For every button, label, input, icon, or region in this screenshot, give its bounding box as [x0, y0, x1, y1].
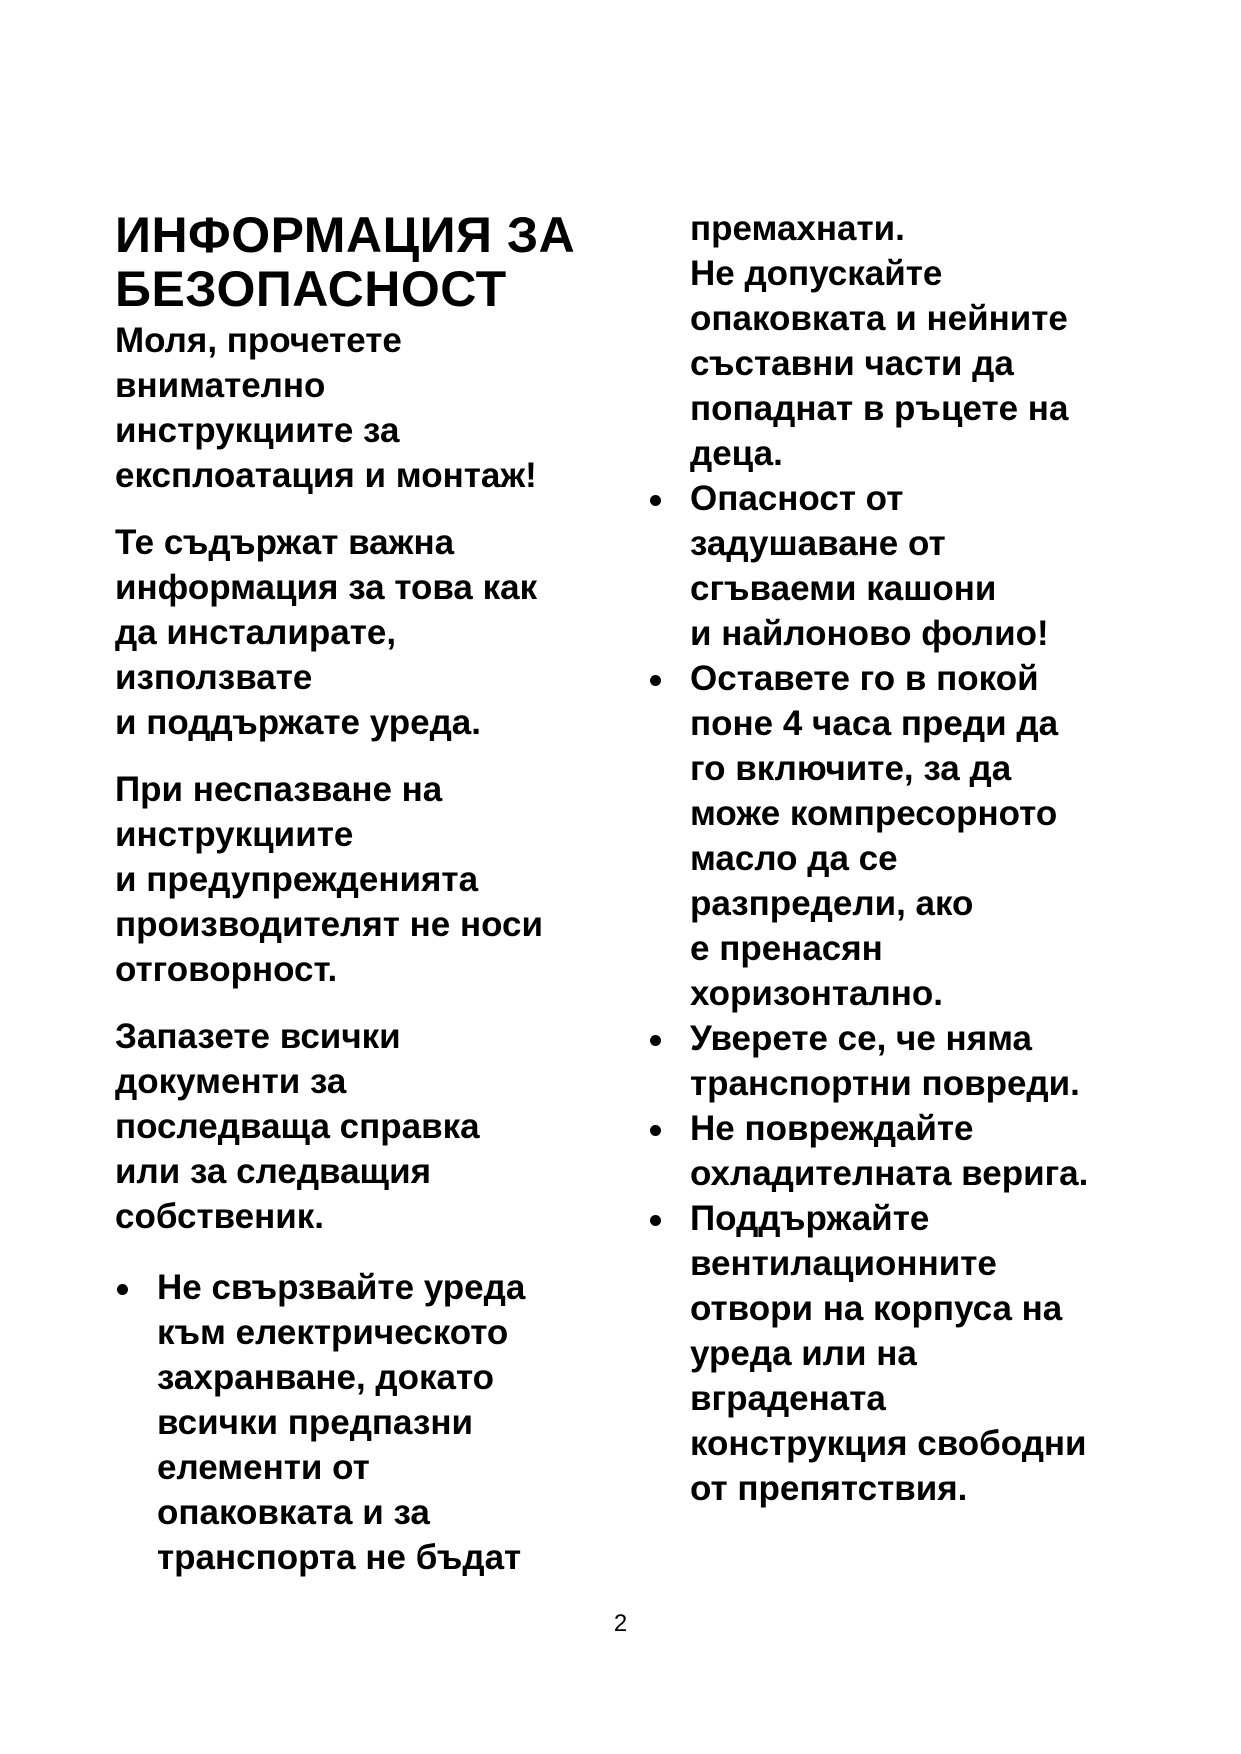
bullet-item: [648, 476, 1158, 656]
text-line: сгъваеми кашони: [690, 569, 997, 608]
text-line: отговорност.: [115, 950, 338, 989]
text-line: Поддържайте: [690, 1199, 930, 1238]
liability-paragraph: [115, 767, 605, 992]
intro-paragraph: [115, 318, 605, 498]
text-line: към електрическото: [157, 1313, 509, 1352]
right-column: [648, 206, 1158, 1511]
text-line: инструкциите: [115, 815, 354, 854]
text-line: поне 4 часа преди да: [690, 704, 1059, 743]
text-line: вградената: [690, 1379, 886, 1418]
text-line: е пренасян: [690, 929, 883, 968]
text-line: съставни части да: [690, 344, 1014, 383]
page-number: 2: [613, 1610, 628, 1637]
text-line: и найлоново фолио!: [690, 614, 1049, 653]
text-line: експлоатация и монтаж!: [115, 456, 537, 495]
text-line: вентилационните: [690, 1244, 997, 1283]
text-line: инструкциите за: [115, 411, 400, 450]
text-line: производителят не носи: [115, 905, 544, 944]
bullet-dot-icon: [650, 1125, 661, 1136]
safety-bullet-list: [648, 476, 1158, 1511]
text-line: от препятствия.: [690, 1469, 968, 1508]
bullet-dot-icon: [650, 1035, 661, 1046]
text-line: използвате: [115, 658, 313, 697]
text-line: разпредели, ако: [690, 884, 974, 923]
text-line: собственик.: [115, 1197, 325, 1236]
text-line: попаднат в ръцете на: [690, 389, 1069, 428]
text-line: опаковката и нейните: [690, 299, 1068, 338]
text-line: премахнати.: [690, 209, 905, 248]
text-line: информация за това как: [115, 568, 538, 607]
text-line: Оставете го в покой: [690, 659, 1039, 698]
text-line: Не допускайте: [690, 254, 943, 293]
bullet-item: [648, 1196, 1158, 1511]
left-column: [115, 208, 605, 1580]
text-line: документи за: [115, 1062, 347, 1101]
bullet-item: [648, 656, 1158, 1016]
text-line: охладителната верига.: [690, 1154, 1089, 1193]
title-line: БЕЗОПАСНОСТ: [115, 261, 507, 317]
text-line: Не свързвайте уреда: [157, 1268, 526, 1307]
text-line: хоризонтално.: [690, 974, 943, 1013]
text-line: и поддържате уреда.: [115, 703, 481, 742]
text-line: елементи от: [157, 1448, 370, 1487]
text-line: Моля, прочетете: [115, 321, 402, 360]
text-line: транспорта не бъдат: [157, 1538, 522, 1577]
text-line: може компресорното: [690, 794, 1058, 833]
text-line: масло да се: [690, 839, 898, 878]
text-line: Опасност от: [690, 479, 904, 518]
text-line: деца.: [690, 434, 783, 473]
text-line: и предупрежденията: [115, 860, 479, 899]
safety-bullet-list: [115, 1265, 605, 1580]
text-line: уреда или на: [690, 1334, 917, 1373]
bullet-dot-icon: [650, 675, 661, 686]
bullet-item: [648, 1106, 1158, 1196]
text-line: захранване, докато: [157, 1358, 495, 1397]
title-line: ИНФОРМАЦИЯ ЗА: [115, 207, 576, 263]
text-line: транспортни повреди.: [690, 1064, 1080, 1103]
text-line: отвори на корпуса на: [690, 1289, 1063, 1328]
text-line: Те съдържат важна: [115, 523, 455, 562]
bullet-item: [648, 1016, 1158, 1106]
bullet-dot-icon: [650, 495, 661, 506]
text-line: опаковката и за: [157, 1493, 430, 1532]
text-line: При неспазване на: [115, 770, 443, 809]
bullet-dot-icon: [117, 1284, 128, 1295]
info-paragraph: [115, 520, 605, 745]
text-line: последваща справка: [115, 1107, 480, 1146]
text-line: да инсталирате,: [115, 613, 397, 652]
text-line: го включите, за да: [690, 749, 1012, 788]
keep-documents-paragraph: [115, 1014, 605, 1239]
bullet-continuation: [690, 206, 1158, 476]
text-line: или за следващия: [115, 1152, 432, 1191]
text-line: конструкция свободни: [690, 1424, 1087, 1463]
bullet-item: [115, 1265, 605, 1580]
text-line: внимателно: [115, 366, 326, 405]
text-line: Запазете всички: [115, 1017, 401, 1056]
text-line: задушаване от: [690, 524, 946, 563]
text-line: Не повреждайте: [690, 1109, 974, 1148]
text-line: всички предпазни: [157, 1403, 473, 1442]
section-title: [115, 208, 605, 316]
text-line: Уверете се, че няма: [690, 1019, 1033, 1058]
bullet-dot-icon: [650, 1215, 661, 1226]
